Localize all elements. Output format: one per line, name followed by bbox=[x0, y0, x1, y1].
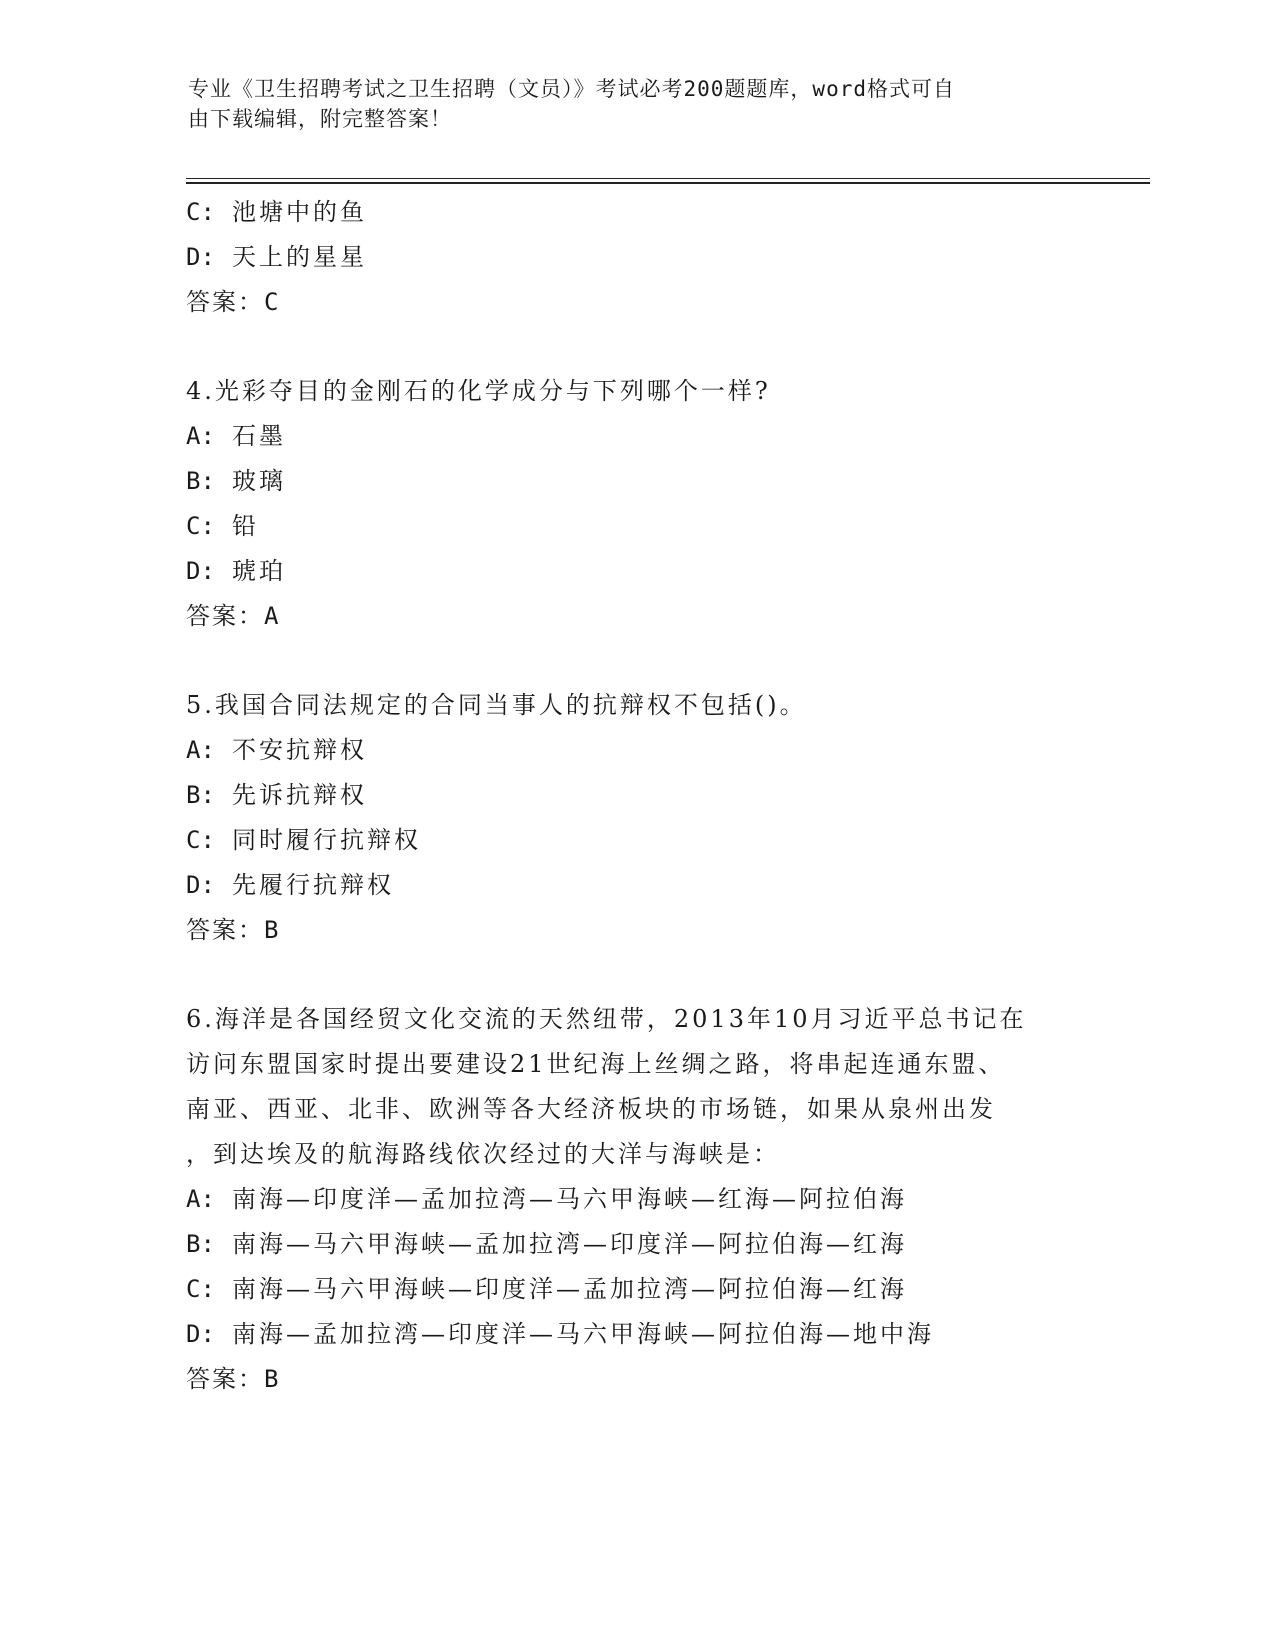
option-text: 南海—马六甲海峡—印度洋—孟加拉湾—阿拉伯海—红海 bbox=[232, 1275, 907, 1303]
option-letter: D: bbox=[186, 871, 215, 899]
stem-line: 6.海洋是各国经贸文化交流的天然纽带，2013年10月习近平总书记在 bbox=[186, 1005, 1027, 1033]
option-d bbox=[186, 863, 1086, 908]
question-list bbox=[186, 190, 1086, 1402]
answer-line bbox=[186, 1357, 1086, 1402]
option-letter: B: bbox=[186, 467, 215, 495]
option-text: 同时履行抗辩权 bbox=[232, 826, 421, 854]
option-d bbox=[186, 549, 1086, 594]
stem-line: 南亚、西亚、北非、欧洲等各大经济板块的市场链，如果从泉州出发 bbox=[186, 1095, 996, 1123]
answer-line bbox=[186, 908, 1086, 953]
option-a bbox=[186, 1177, 1086, 1222]
option-d bbox=[186, 235, 1086, 280]
answer-value: A bbox=[264, 602, 281, 630]
answer-line bbox=[186, 594, 1086, 639]
option-text: 先履行抗辩权 bbox=[232, 871, 394, 899]
header-line-2: 由下载编辑，附完整答案！ bbox=[188, 107, 452, 131]
question-6 bbox=[186, 997, 1086, 1402]
answer-label: 答案： bbox=[186, 1365, 264, 1393]
option-text: 先诉抗辩权 bbox=[232, 781, 367, 809]
option-letter: C: bbox=[186, 826, 215, 854]
option-text: 池塘中的鱼 bbox=[232, 198, 367, 226]
option-letter: C: bbox=[186, 198, 215, 226]
header-line-1: 专业《卫生招聘考试之卫生招聘（文员）》考试必考200题题库，word格式可自 bbox=[188, 77, 955, 101]
option-letter: A: bbox=[186, 1185, 215, 1213]
stem-line: ，到达埃及的航海路线依次经过的大洋与海峡是： bbox=[186, 1140, 780, 1168]
stem-line: 访问东盟国家时提出要建设21世纪海上丝绸之路，将串起连通东盟、 bbox=[186, 1050, 1006, 1078]
option-c bbox=[186, 190, 1086, 235]
answer-value: B bbox=[264, 1365, 281, 1393]
question-stem: 4.光彩夺目的金刚石的化学成分与下列哪个一样? bbox=[186, 377, 771, 405]
option-letter: B: bbox=[186, 1230, 215, 1258]
question-5 bbox=[186, 683, 1086, 953]
option-b bbox=[186, 459, 1086, 504]
option-text: 天上的星星 bbox=[232, 243, 367, 271]
answer-label: 答案： bbox=[186, 288, 264, 316]
option-text: 玻璃 bbox=[232, 467, 286, 495]
document-header bbox=[188, 74, 1068, 134]
question-3 bbox=[186, 190, 1086, 325]
option-b bbox=[186, 773, 1086, 818]
option-a bbox=[186, 414, 1086, 459]
option-letter: D: bbox=[186, 1320, 215, 1348]
question-stem: 5.我国合同法规定的合同当事人的抗辩权不包括()。 bbox=[186, 691, 807, 719]
option-a bbox=[186, 728, 1086, 773]
option-c bbox=[186, 818, 1086, 863]
option-d bbox=[186, 1312, 1086, 1357]
answer-label: 答案： bbox=[186, 916, 264, 944]
option-text: 南海—印度洋—孟加拉湾—马六甲海峡—红海—阿拉伯海 bbox=[232, 1185, 907, 1213]
option-text: 南海—马六甲海峡—孟加拉湾—印度洋—阿拉伯海—红海 bbox=[232, 1230, 907, 1258]
option-c bbox=[186, 504, 1086, 549]
option-letter: D: bbox=[186, 243, 215, 271]
option-letter: C: bbox=[186, 512, 215, 540]
option-text: 石墨 bbox=[232, 422, 286, 450]
answer-label: 答案： bbox=[186, 602, 264, 630]
header-divider-thin bbox=[186, 178, 1150, 179]
answer-line bbox=[186, 280, 1086, 325]
option-letter: B: bbox=[186, 781, 215, 809]
option-text: 南海—孟加拉湾—印度洋—马六甲海峡—阿拉伯海—地中海 bbox=[232, 1320, 934, 1348]
header-divider-thick bbox=[186, 182, 1150, 184]
question-4 bbox=[186, 369, 1086, 639]
option-letter: D: bbox=[186, 557, 215, 585]
option-letter: A: bbox=[186, 736, 215, 764]
option-letter: C: bbox=[186, 1275, 215, 1303]
question-stem bbox=[186, 997, 1066, 1177]
option-b bbox=[186, 1222, 1086, 1267]
option-letter: A: bbox=[186, 422, 215, 450]
answer-value: C bbox=[264, 288, 281, 316]
option-c bbox=[186, 1267, 1086, 1312]
answer-value: B bbox=[264, 916, 281, 944]
option-text: 不安抗辩权 bbox=[232, 736, 367, 764]
option-text: 铅 bbox=[232, 512, 259, 540]
option-text: 琥珀 bbox=[232, 557, 286, 585]
